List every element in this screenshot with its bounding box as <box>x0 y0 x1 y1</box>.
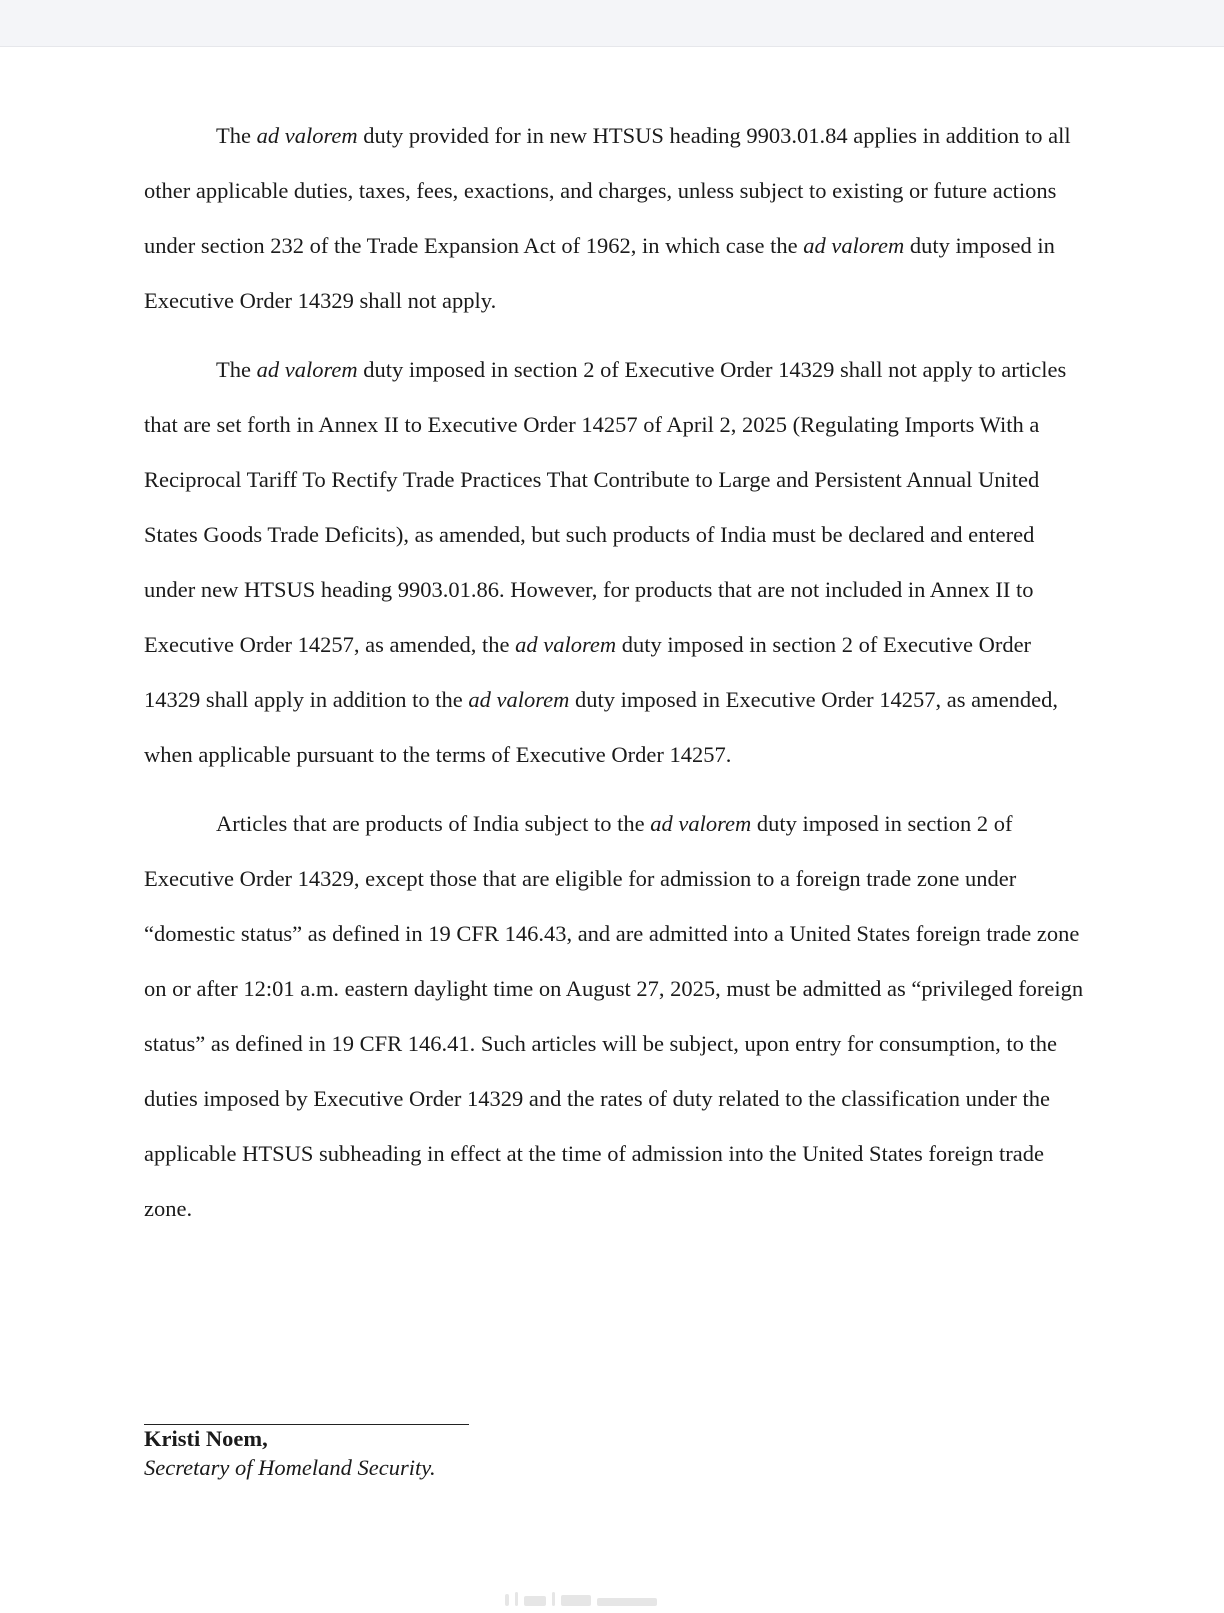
paragraph-2 <box>144 342 1084 782</box>
italic-term: ad valorem <box>803 233 905 258</box>
text-run: Articles that are products of India subject to the <box>216 811 651 836</box>
italic-term: ad valorem <box>650 811 752 836</box>
text-run: duty imposed in Executive Order 14257, as amended, when applicable pursuant to the terms of Executive Order 14257. <box>144 687 1059 767</box>
document-body <box>144 108 1084 1250</box>
text-run: duty imposed in section 2 of Executive Order 14329 shall not apply to articles that are set forth in Annex II to Executive Order 14257 of April 2, 2025 (Regulating Imports With a Reciprocal Tariff To Rectify Trade Practices That Contribute to Large and Persistent Annual United States Goods Trade Deficits), as amended, but such products of India must be declared and entered under new HTSUS heading 9903.01.86. However, for products that are not included in Annex II to Executive Order 14257, as amended, the <box>144 357 1067 657</box>
text-run: The <box>216 123 257 148</box>
paragraph-1 <box>144 108 1084 328</box>
paragraph-3 <box>144 796 1084 1236</box>
italic-term: ad valorem <box>515 632 617 657</box>
italic-term: ad valorem <box>468 687 570 712</box>
italic-term: ad valorem <box>256 123 358 148</box>
watermark <box>505 1592 725 1606</box>
text-run: duty imposed in section 2 of Executive Order 14329, except those that are eligible for admission to a foreign trade zone under “domestic status” as defined in 19 CFR 146.43, and are admitted into a United States foreign trade zone on or after 12:01 a.m. eastern daylight time on August 27, 2025, must be admitted as “privileged foreign status” as defined in 19 CFR 146.41. Such articles will be subject, upon entry for consumption, to the duties imposed by Executive Order 14329 and the rates of duty related to the classification under the applicable HTSUS subheading in effect at the time of admission into the United States foreign trade zone. <box>144 811 1084 1221</box>
signatory-name: Kristi Noem, <box>144 1426 268 1451</box>
text-run: The <box>216 357 257 382</box>
text-run: duty provided for in new HTSUS heading 9903.01.84 applies in addition to all other applicable duties, taxes, fees, exactions, and charges, unless subject to existing or future actions under section 232 of the Trade Expansion Act of 1962, in which case the <box>144 123 1071 258</box>
top-toolbar-strip <box>0 0 1224 47</box>
italic-term: ad valorem <box>256 357 358 382</box>
text-run: duty imposed in Executive Order 14329 shall not apply. <box>144 233 1055 313</box>
signatory-title: Secretary of Homeland Security. <box>144 1455 436 1480</box>
text-run: duty imposed in section 2 of Executive Order 14329 shall apply in addition to the <box>144 632 1032 712</box>
